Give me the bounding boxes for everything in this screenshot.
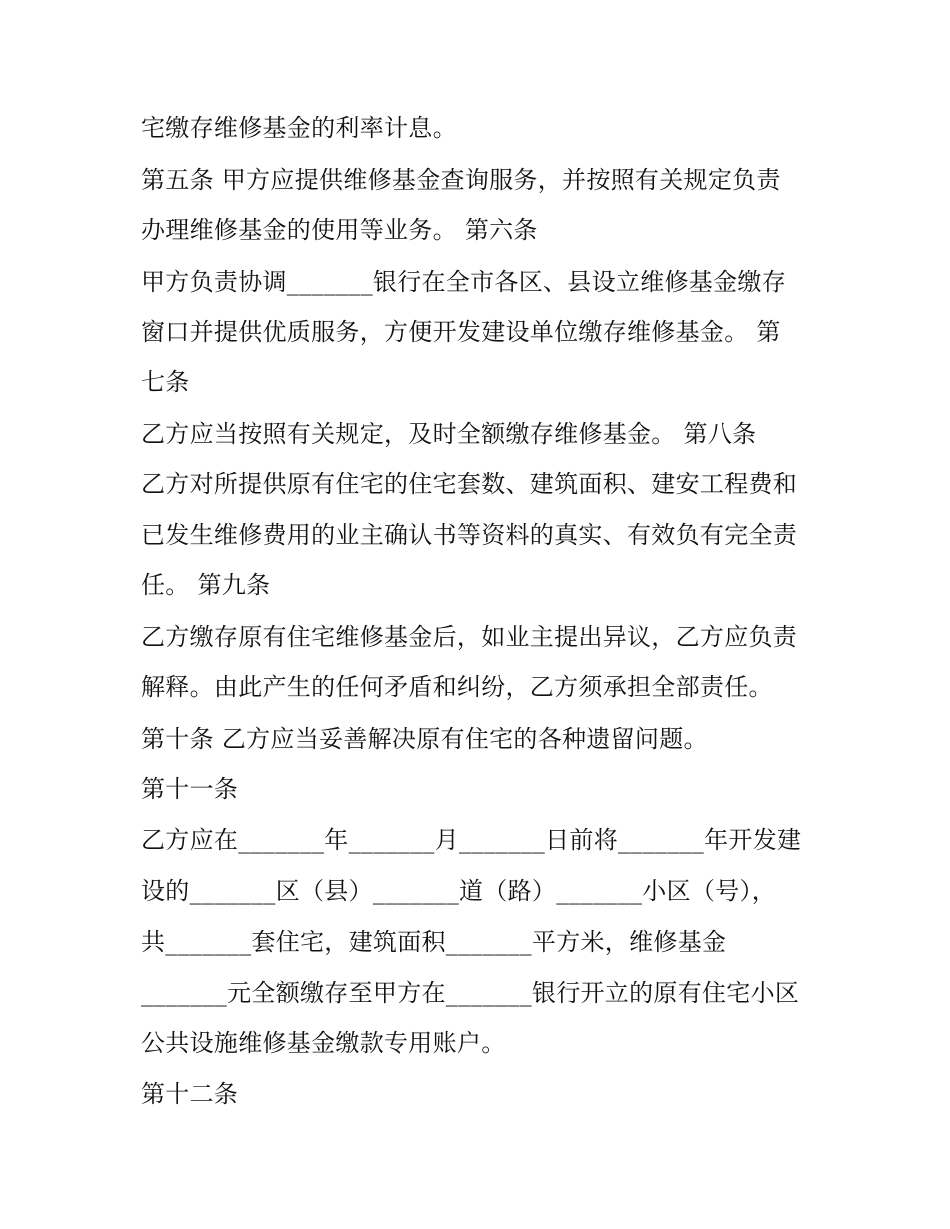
- text-line: 办理维修基金的使用等业务。 第六条: [141, 216, 538, 244]
- text-line: 设的_______区（县）_______道（路）_______小区（号），: [141, 877, 777, 905]
- text-line: 甲方负责协调_______银行在全市各区、县设立维修基金缴存: [141, 268, 786, 296]
- text-line: 任。 第九条: [141, 571, 271, 599]
- text-line: 乙方应当按照有关规定，及时全额缴存维修基金。 第八条: [141, 420, 757, 448]
- text-line: 乙方对所提供原有住宅的住宅套数、建筑面积、建安工程费和: [141, 470, 798, 498]
- text-line: 宅缴存维修基金的利率计息。: [141, 114, 457, 142]
- text-line: 窗口并提供优质服务，方便开发建设单位缴存维修基金。 第: [141, 318, 781, 346]
- text-line: 解释。由此产生的任何矛盾和纠纷，乙方须承担全部责任。: [141, 673, 773, 701]
- text-line: 公共设施维修基金缴款专用账户。: [141, 1029, 506, 1057]
- text-line: 已发生维修费用的业主确认书等资料的真实、有效负有完全责: [141, 521, 798, 549]
- text-line: 共_______套住宅，建筑面积_______平方米，维修基金: [141, 928, 727, 956]
- text-line: 第十二条: [141, 1080, 239, 1108]
- text-line: 七条: [141, 368, 190, 396]
- text-line: 第五条 甲方应提供维修基金查询服务，并按照有关规定负责: [141, 166, 781, 194]
- text-line: 第十一条: [141, 775, 239, 803]
- text-line: _______元全额缴存至甲方在_______银行开立的原有住宅小区: [141, 979, 800, 1007]
- text-line: 乙方应在_______年_______月_______日前将_______年开发建: [141, 826, 802, 854]
- text-line: 第十条 乙方应当妥善解决原有住宅的各种遗留问题。: [141, 725, 708, 753]
- text-line: 乙方缴存原有住宅维修基金后，如业主提出异议，乙方应负责: [141, 623, 798, 651]
